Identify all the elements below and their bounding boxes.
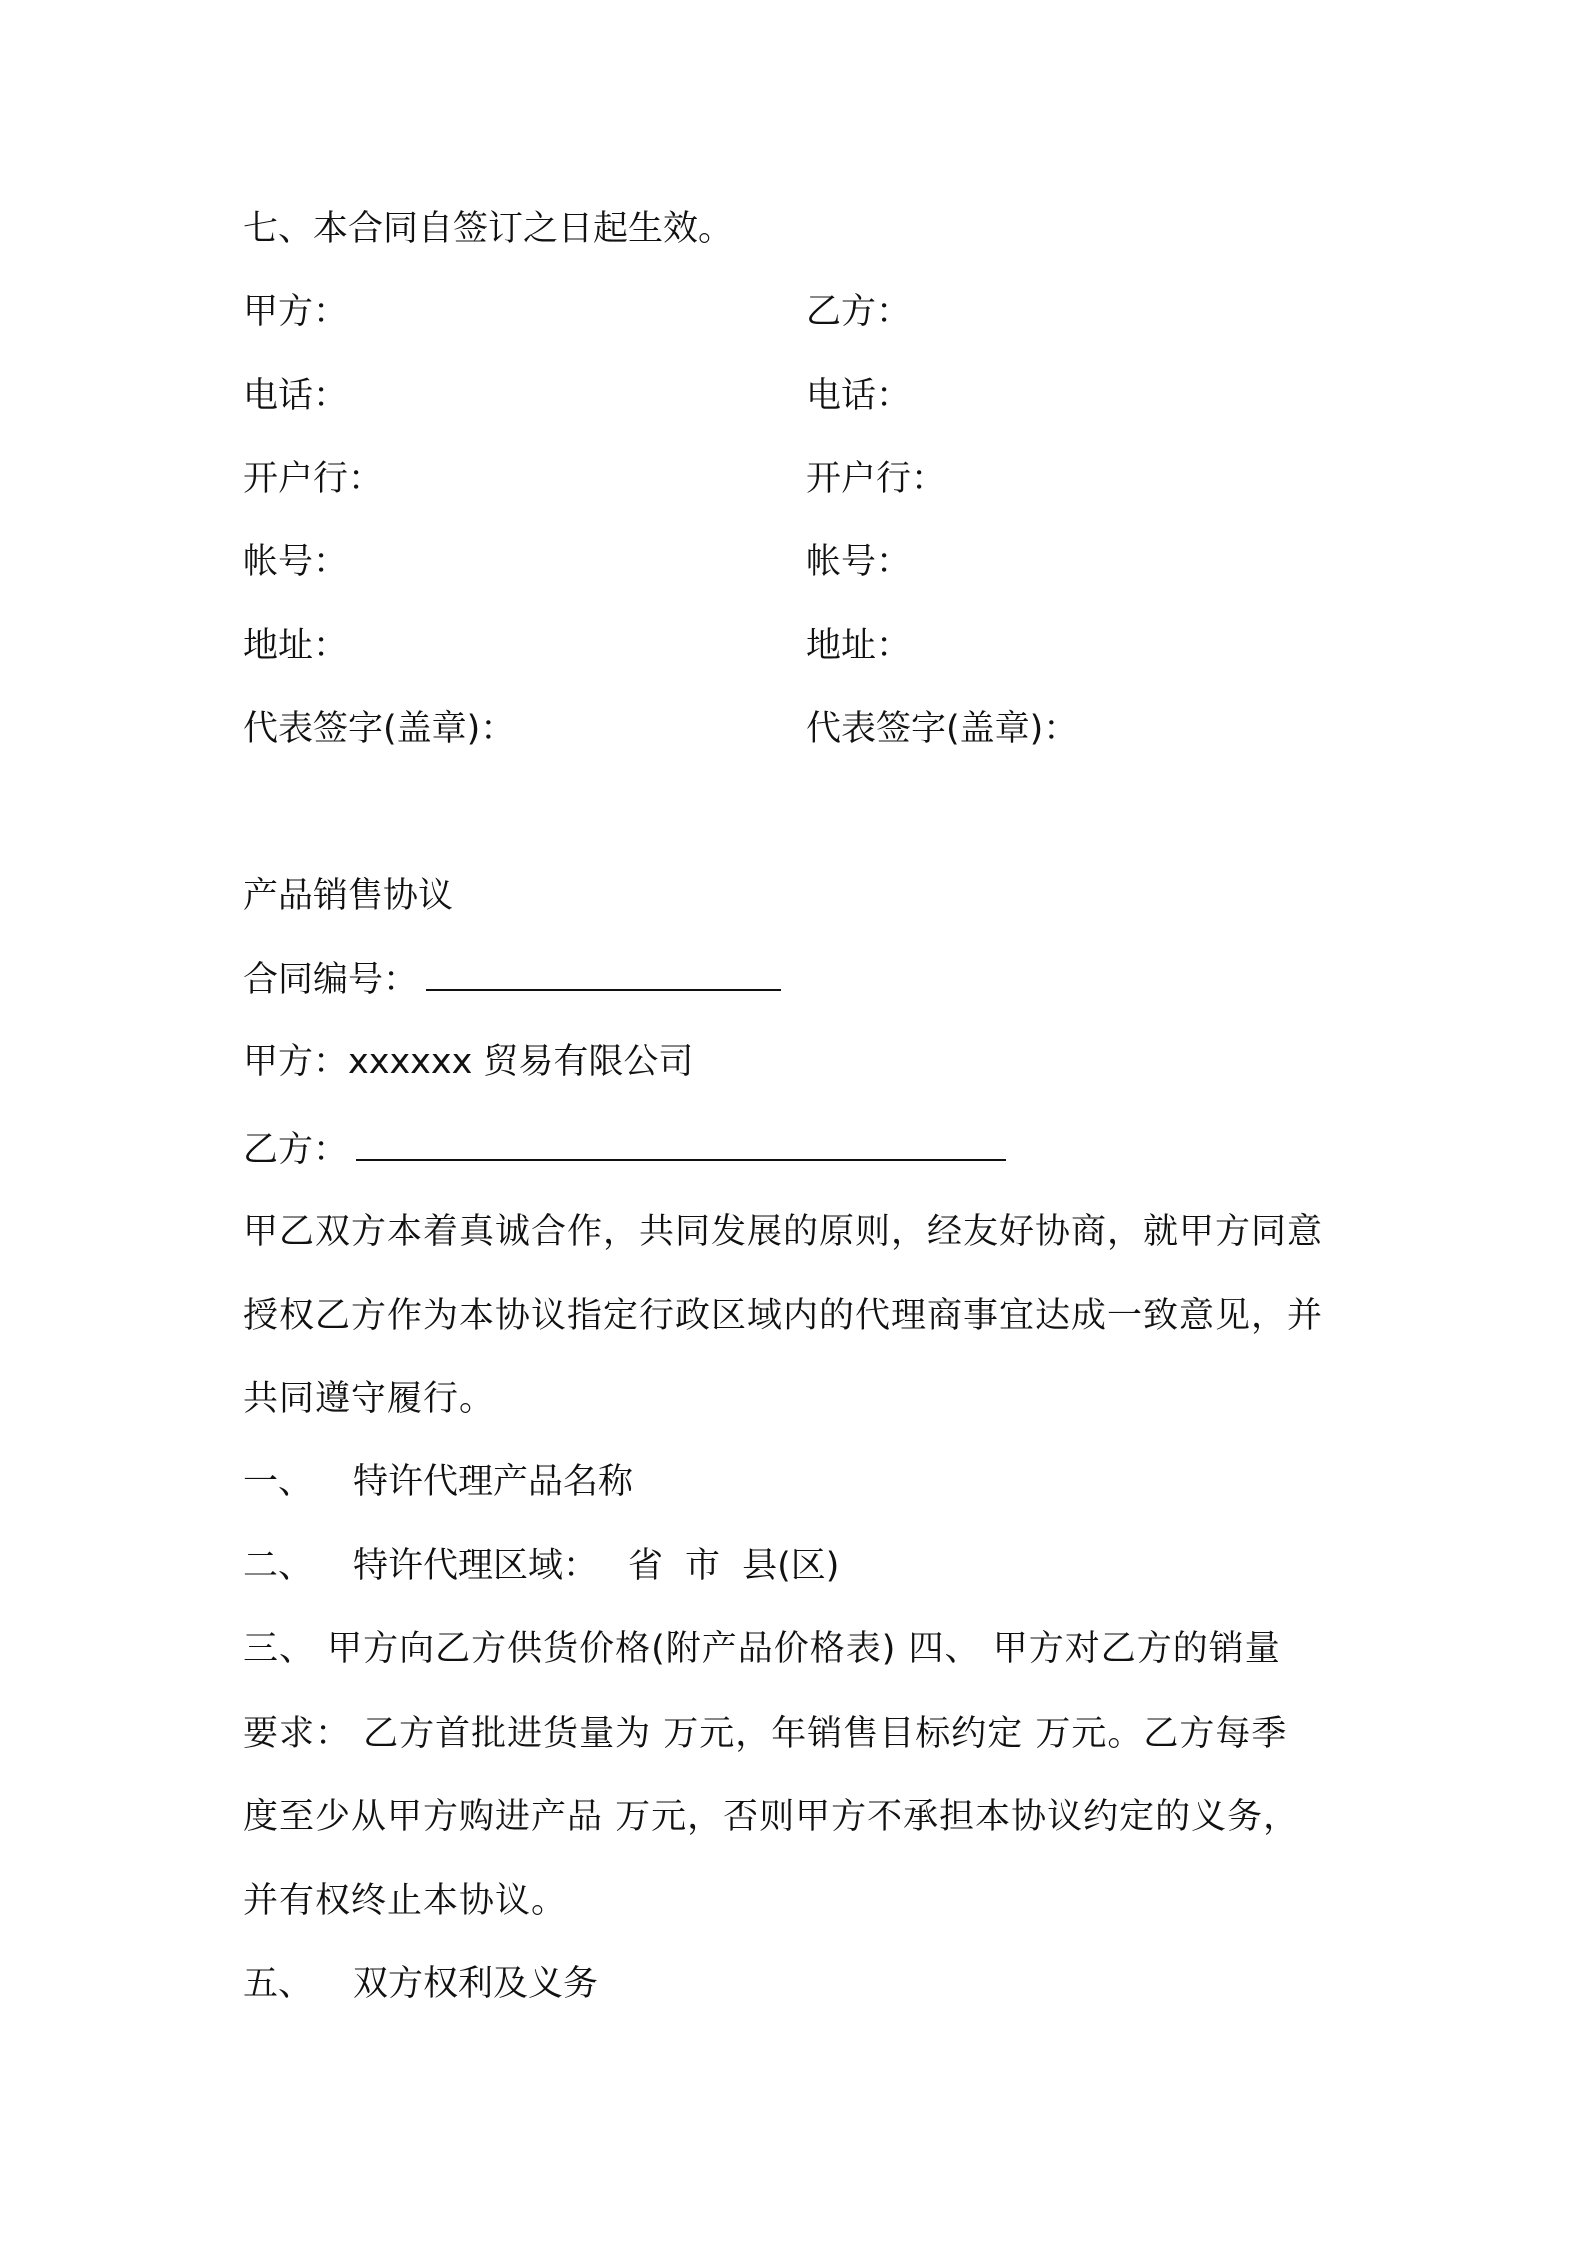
item-five-text: 双方权利及义务 [353, 1964, 599, 2004]
party-b-phone-label: 电话： [806, 376, 912, 416]
item-one-number: 一、 [243, 1462, 314, 1502]
party-a-address-label: 地址： [243, 626, 349, 666]
party-a-account-label: 帐号： [243, 542, 349, 582]
party-a-phone-label: 电话： [243, 376, 349, 416]
item-two-province: 省 [628, 1546, 664, 1586]
item-two-county: 县(区) [742, 1546, 840, 1586]
intro-line: 共同遵守履行。 [243, 1379, 496, 1419]
party-b-name-label: 乙方： [243, 1130, 349, 1170]
item-one [243, 1458, 633, 1506]
agreement-title: 产品销售协议 [243, 876, 454, 916]
party-b-address-label: 地址： [806, 626, 912, 666]
party-b-account-label: 帐号： [806, 542, 912, 582]
party-a-bank-label: 开户行： [243, 459, 384, 499]
sales-line: 三、 甲方向乙方供货价格(附产品价格表) 四、 甲方对乙方的销量 [243, 1629, 1281, 1669]
item-two-city: 市 [685, 1546, 721, 1586]
party-a-label: 甲方： [243, 292, 349, 332]
party-b-row [243, 1125, 1006, 1174]
party-a-signature-label: 代表签字(盖章)： [243, 709, 516, 749]
party-b-bank-label: 开户行： [806, 459, 947, 499]
party-a-name-label: 甲方： [243, 1042, 349, 1082]
item-two [243, 1542, 839, 1590]
sales-line: 度至少从甲方购进产品 万元，否则甲方不承担本协议约定的义务， [243, 1797, 1300, 1837]
item-two-text: 特许代理区域： [353, 1546, 599, 1586]
party-b-name-blank [356, 1125, 1006, 1161]
item-five-number: 五、 [243, 1964, 314, 2004]
intro-line: 授权乙方作为本协议指定行政区域内的代理商事宜达成一致意见，并 [243, 1296, 1324, 1336]
party-b-signature-label: 代表签字(盖章)： [806, 709, 1079, 749]
item-two-number: 二、 [243, 1546, 314, 1586]
contract-number-label: 合同编号： [243, 960, 419, 1000]
party-a-row [243, 1038, 693, 1086]
intro-line: 甲乙双方本着真诚合作，共同发展的原则，经友好协商，就甲方同意 [243, 1212, 1324, 1252]
item-one-text: 特许代理产品名称 [353, 1462, 634, 1502]
contract-number-blank [426, 955, 781, 991]
clause-seven: 七、本合同自签订之日起生效。 [243, 209, 734, 249]
item-five [243, 1960, 598, 2008]
party-b-label: 乙方： [806, 292, 912, 332]
sales-line: 要求： 乙方首批进货量为 万元，年销售目标约定 万元。乙方每季 [243, 1714, 1288, 1754]
party-a-name-value: xxxxxx 贸易有限公司 [348, 1042, 694, 1082]
sales-line: 并有权终止本协议。 [243, 1881, 568, 1921]
contract-number-row [243, 955, 781, 1004]
